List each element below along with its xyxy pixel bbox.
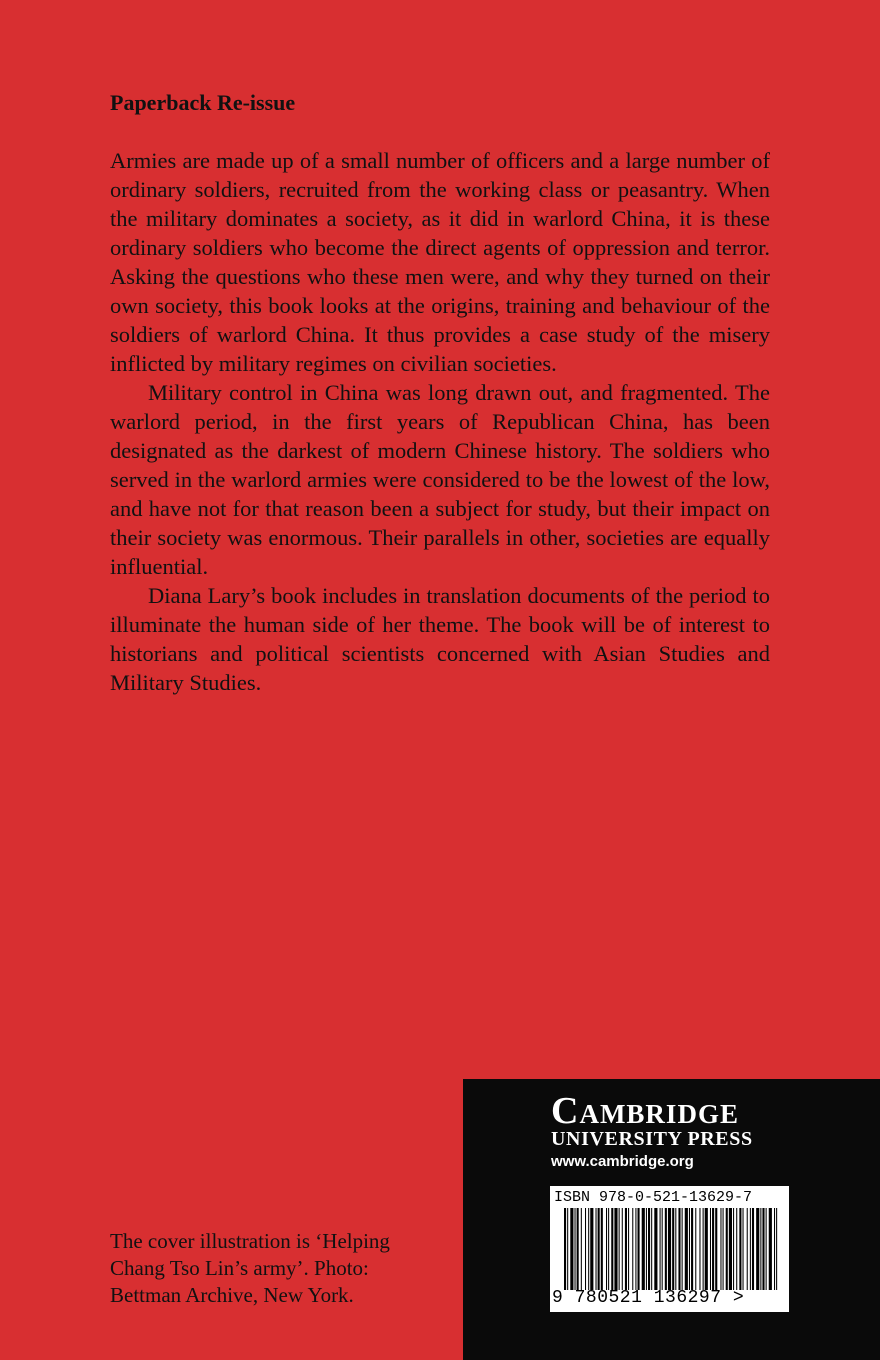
blurb-paragraph-3: Diana Lary’s book includes in translation documents of the period to illuminate the human side of her theme. The book will be of interest to historians and political scientists concerned with Asian Studies and Military Studies. [110, 583, 770, 695]
barcode-bar [662, 1208, 663, 1290]
barcode-bar [611, 1208, 613, 1290]
barcode-bar [622, 1208, 623, 1290]
barcode-bar [581, 1208, 582, 1290]
blurb-text [110, 146, 770, 697]
barcode-bar [705, 1208, 708, 1290]
barcode-bar [651, 1208, 652, 1290]
barcode-bar [575, 1208, 576, 1290]
barcode-bar [648, 1208, 650, 1290]
blurb-paragraph-2: Military control in China was long drawn out, and fragmented. The warlord period, in the first years of Republican China, has been designated as the darkest of modern Chinese history. The soldiers who served in the warlord armies were considered to be the lowest of the low, and have not for that reason been a subject for study, but their impact on their society was enormous. Their parallels in other, societies are equally influential. [110, 380, 770, 579]
barcode-bar [699, 1208, 700, 1290]
section-heading: Paperback Re-issue [110, 90, 296, 115]
barcode-bar [769, 1208, 772, 1290]
barcode-bar [720, 1208, 721, 1290]
barcode-bar [710, 1208, 711, 1290]
publisher-name: Cambridge [551, 1090, 739, 1132]
barcode-bar [628, 1208, 629, 1290]
barcode-box [550, 1186, 789, 1312]
barcode-bar [760, 1208, 761, 1290]
barcode-bar [598, 1208, 600, 1290]
barcode-bar [675, 1208, 676, 1290]
publisher-panel [463, 1079, 880, 1360]
barcode-bar [590, 1208, 593, 1290]
barcode-bar [752, 1208, 754, 1290]
barcode-bar [614, 1208, 617, 1290]
cover-credit: The cover illustration is ‘Helping Chang Tso Lin’s army’. Photo: Bettman Archive, New York. [110, 1229, 390, 1307]
barcode-bar [601, 1208, 603, 1290]
barcode-bar [756, 1208, 759, 1290]
isbn-label: ISBN 978-0-521-13629-7 [554, 1189, 753, 1206]
barcode-bar [585, 1208, 586, 1290]
barcode-bar [646, 1208, 647, 1290]
barcode-bar [588, 1208, 589, 1290]
barcode-bar [685, 1208, 688, 1290]
barcode-bar [766, 1208, 767, 1290]
barcode-bar [762, 1208, 764, 1290]
barcode-bars [564, 1208, 779, 1290]
barcode-bar [747, 1208, 748, 1290]
barcode-bar [577, 1208, 579, 1290]
barcode-bar [691, 1208, 693, 1290]
barcode-bar [703, 1208, 704, 1290]
barcode-bar [774, 1208, 775, 1290]
barcode-bar [712, 1208, 714, 1290]
barcode-bar [608, 1208, 609, 1290]
barcode-bar [776, 1208, 777, 1290]
barcode-bar [750, 1208, 751, 1290]
barcode-bar [678, 1208, 680, 1290]
barcode-bar [625, 1208, 627, 1290]
barcode-bar [729, 1208, 732, 1290]
barcode-bar [564, 1208, 566, 1290]
barcode-bar [619, 1208, 620, 1290]
barcode-bar [635, 1208, 636, 1290]
barcode-bar [654, 1208, 657, 1290]
barcode-bar [715, 1208, 717, 1290]
barcode-bar [642, 1208, 645, 1290]
barcode-bar [736, 1208, 737, 1290]
barcode-bar [570, 1208, 573, 1290]
blurb-paragraph-1: Armies are made up of a small number of officers and a large number of ordinary soldiers, recruited from the working class or peasantry. When the military dominates a society, as it did in warlord China, it is these ordinary soldiers who become the direct agents of oppression and terror. Asking the questions who these men were, and why they turned on their own society, this book looks at the origins, training and behaviour of the soldiers of warlord China. It thus provides a case study of the misery inflicted by military regimes on civilian societies. [110, 148, 770, 376]
barcode-bar [689, 1208, 690, 1290]
barcode-bar [606, 1208, 607, 1290]
barcode-bar [743, 1208, 744, 1290]
barcode-bar [733, 1208, 734, 1290]
barcode-bar [672, 1208, 674, 1290]
barcode-bar [567, 1208, 568, 1290]
barcode-bar [739, 1208, 741, 1290]
barcode-bar [668, 1208, 671, 1290]
barcode-bar [665, 1208, 667, 1290]
barcode-bar [695, 1208, 696, 1290]
publisher-subtitle: UNIVERSITY PRESS [551, 1128, 753, 1150]
barcode-bar [596, 1208, 597, 1290]
barcode-bar [682, 1208, 683, 1290]
barcode-digits: 9 780521 136297 > [552, 1288, 745, 1308]
barcode-bar [632, 1208, 633, 1290]
barcode-bar [723, 1208, 724, 1290]
barcode-bar [726, 1208, 728, 1290]
publisher-url: www.cambridge.org [551, 1153, 694, 1170]
barcode-bar [660, 1208, 661, 1290]
barcode-bar [638, 1208, 640, 1290]
